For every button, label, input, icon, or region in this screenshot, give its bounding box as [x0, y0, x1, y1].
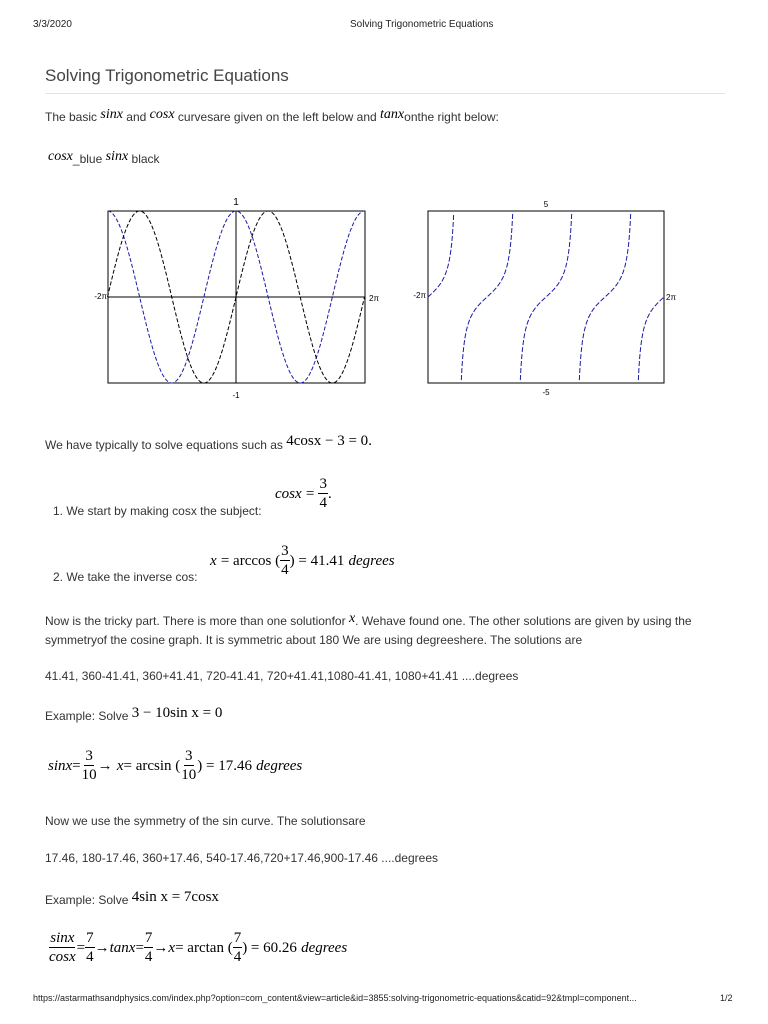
sin-eq-result: ) = 17.46 [197, 757, 252, 774]
tan-eq-x: x [168, 939, 176, 956]
step2-unit: degrees [348, 552, 395, 569]
example2-equation: 4sin x = 7cosx [131, 889, 219, 905]
tan-branch [461, 214, 512, 380]
sin-eq-x: x [116, 757, 124, 774]
step1-den: 4 [319, 495, 327, 511]
step1-lhs: cosx [275, 485, 302, 502]
typical-equation: 4cosx − 3 = 0 [286, 433, 369, 449]
step2-text: 2. We take the inverse cos: [53, 570, 198, 584]
tan-eq-num1: 7 [86, 930, 94, 946]
step1-end: . [327, 485, 332, 502]
title-divider [45, 93, 725, 94]
intro-text-3: curvesare given on the left below and [177, 110, 377, 124]
sin-eq-num2: 3 [185, 748, 193, 764]
tan-graph [412, 195, 692, 400]
example2-line [45, 891, 219, 909]
footer-page-number: 1/2 [720, 993, 733, 1003]
step1-equation [275, 477, 332, 511]
tan-bottom-label: -5 [542, 388, 550, 397]
print-page-title: Solving Trigonometric Equations [350, 19, 494, 30]
solutions-sin: 17.46, 180-17.46, 360+17.46, 540-17.46,720+17.46,900-17.46 ....degrees [45, 851, 438, 865]
step2-result: ) = 41.41 [289, 552, 345, 569]
typical-equation-line [45, 433, 372, 454]
footer-url[interactable]: https://astarmathsandphysics.com/index.php?option=com_content&view=article&id=3855:solving-trigonometric-equations&catid=92&tmpl=component... [33, 993, 637, 1003]
tan-eq-tanx: tanx [109, 939, 136, 956]
tan-eq-result: ) = 60.26 [242, 939, 297, 956]
sin-eq-den1: 10 [81, 767, 97, 783]
sin-eq-fraction-2 [180, 749, 197, 783]
tan-frame [428, 211, 664, 383]
tan-eq-arrow2: → [153, 939, 169, 956]
intro-paragraph [45, 108, 499, 127]
math-cosx: cosx [149, 107, 175, 122]
tan-eq-unit: degrees [301, 939, 348, 956]
legend-cosx: cosx [48, 149, 73, 164]
sin-cos-bottom-label: -1 [232, 391, 240, 400]
symmetry-text: Now we use the symmetry of the sin curve. The solutionsare [45, 814, 366, 828]
math-x: x [348, 611, 356, 626]
sin-eq-fraction-1 [81, 749, 98, 783]
sin-cos-top-label: 1 [233, 197, 239, 208]
tan-eq-den3: 4 [233, 949, 242, 965]
step2-x: x [210, 552, 217, 569]
step2-fraction [280, 544, 290, 578]
print-date: 3/3/2020 [33, 19, 72, 30]
sin-cos-left-label: -2π [94, 292, 107, 301]
tan-branch [428, 214, 454, 297]
typical-text: We have typically to solve equations such as [45, 438, 283, 452]
example1-text: Example: Solve [45, 709, 129, 723]
graph-legend [48, 150, 160, 169]
tan-eq-den1: 4 [86, 949, 94, 965]
tan-equation [48, 931, 347, 965]
tan-curve [428, 214, 664, 380]
intro-text-1: The basic [45, 110, 98, 124]
tan-branch [579, 214, 630, 380]
step1-eq: = [305, 485, 315, 502]
article-title: Solving Trigonometric Equations [45, 66, 289, 85]
tan-eq-eq2: = [135, 939, 144, 956]
tricky-paragraph [45, 612, 735, 649]
example1-equation: 3 − 10sin x = 0 [131, 705, 223, 721]
legend-sinx: sinx [105, 149, 129, 164]
tan-eq-eq1: = [76, 939, 86, 956]
intro-text-4: onthe right below: [404, 110, 499, 124]
tricky-text-2: . Wehave found one. The other solutions are given by using the [355, 614, 692, 628]
step1-fraction [318, 477, 328, 511]
legend-blue: _blue [72, 152, 103, 166]
step2-den: 4 [281, 562, 289, 578]
tan-eq-arrow1: → [94, 939, 110, 956]
solutions-cos: 41.41, 360-41.41, 360+41.41, 720-41.41, 720+41.41,1080-41.41, 1080+41.41 ....degrees [45, 669, 519, 683]
math-sinx: sinx [100, 107, 123, 122]
typical-equation-end: . [368, 433, 372, 449]
example1-line [45, 707, 222, 725]
step2-num: 3 [281, 543, 289, 559]
tan-eq-num0: sinx [50, 930, 75, 946]
step1-num: 3 [319, 476, 327, 492]
tan-eq-den2: 4 [144, 949, 153, 965]
tan-right-label: 2π [666, 293, 676, 302]
sin-eq-eq1: = [72, 757, 81, 774]
math-tanx: tanx [380, 107, 405, 122]
tan-eq-fraction-2 [144, 931, 154, 965]
example2-text: Example: Solve [45, 893, 129, 907]
sin-eq-lhs: sinx [48, 757, 73, 774]
tan-branch [638, 297, 664, 380]
tan-eq-num3: 7 [233, 930, 242, 946]
sin-eq-unit: degrees [256, 757, 303, 774]
sin-eq-num1: 3 [85, 748, 93, 764]
tan-eq-arctan: = arctan ( [175, 939, 233, 956]
sin-eq-arcsin: = arcsin ( [123, 757, 181, 774]
tricky-line-2: symmetryof the cosine graph. It is symmetric about 180 We are using degreeshere. The solutions are [45, 633, 583, 647]
legend-black: black [131, 152, 160, 166]
tan-eq-num2: 7 [144, 930, 153, 946]
tan-eq-fraction-1 [85, 931, 95, 965]
sin-eq-arrow: → [97, 757, 113, 774]
sin-cos-graph [85, 193, 385, 403]
tan-eq-fraction-3 [233, 931, 243, 965]
sin-equation [48, 749, 302, 783]
step2-arccos: = arccos ( [220, 552, 281, 569]
tan-left-label: -2π [413, 291, 426, 300]
sin-eq-den2: 10 [181, 767, 197, 783]
step2-equation [210, 544, 395, 578]
tan-eq-den0: cosx [49, 949, 76, 965]
tan-branch [520, 214, 571, 380]
step1-text: 1. We start by making cosx the subject: [53, 504, 262, 518]
sin-cos-right-label: 2π [369, 294, 379, 303]
intro-text-2: and [126, 110, 147, 124]
tan-eq-fraction-0 [48, 931, 77, 965]
tan-top-label: 5 [543, 200, 549, 209]
tricky-text-1: Now is the tricky part. There is more than one solutionfor [45, 614, 346, 628]
